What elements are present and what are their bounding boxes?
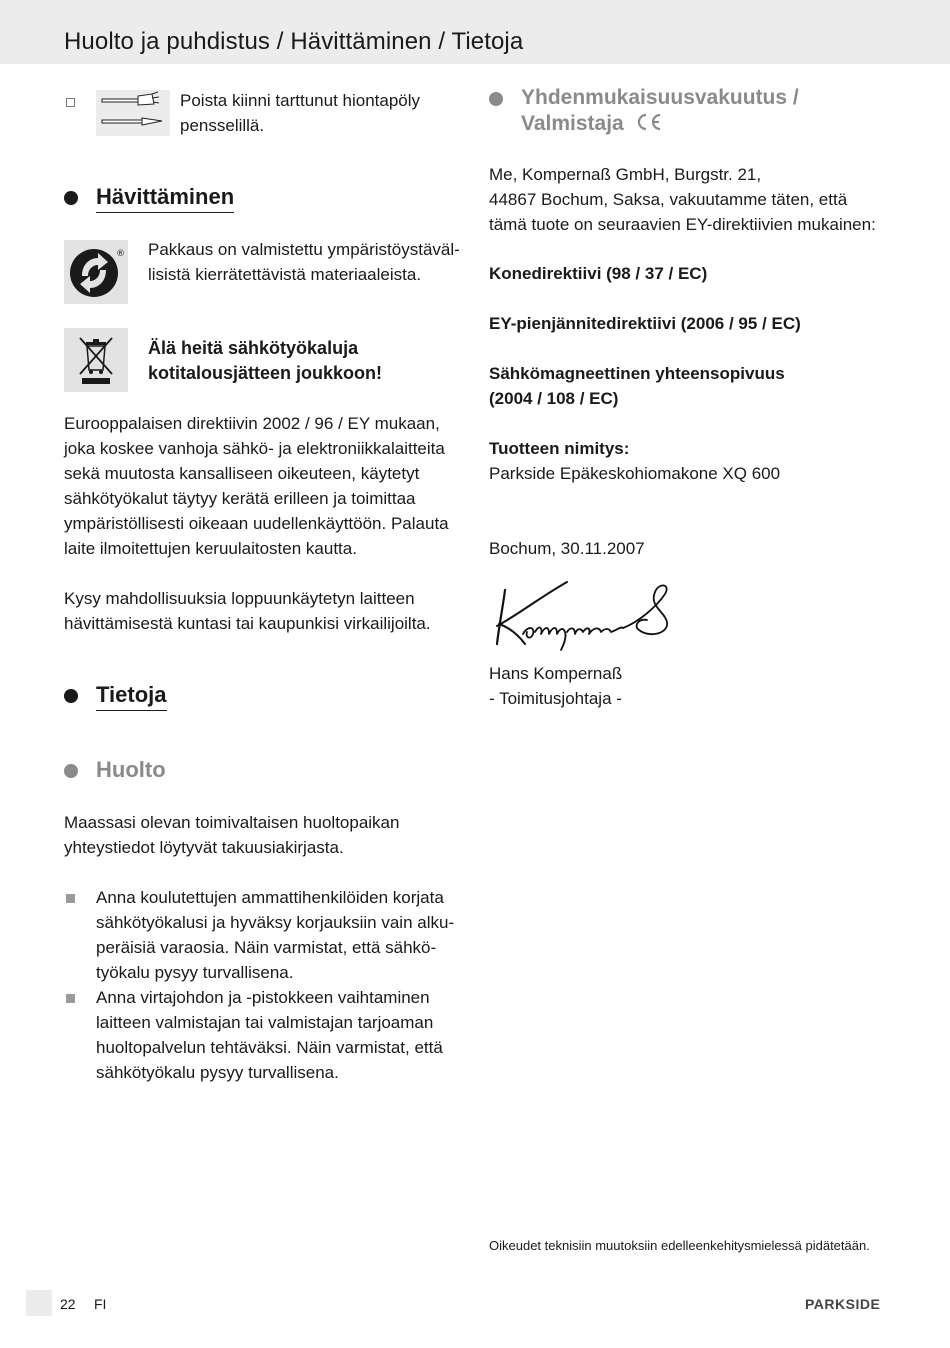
place-date: Bochum, 30.11.2007 bbox=[489, 539, 645, 558]
cleaning-text-line2: pensselillä. bbox=[180, 116, 265, 135]
text-line: Maassasi olevan toimivaltaisen huoltopaikan bbox=[64, 813, 400, 832]
section-title-disposal: Hävittäminen bbox=[96, 184, 234, 213]
section-title-service: Huolto bbox=[96, 757, 166, 782]
language-code: FI bbox=[94, 1296, 107, 1312]
recycle-green-dot-icon bbox=[64, 240, 128, 304]
text-line: sähkötyökalu pysyy turvallisena. bbox=[96, 1063, 339, 1082]
text-line: työkalu pysyy turvallisena. bbox=[96, 963, 294, 982]
page-number: 22 bbox=[60, 1296, 76, 1312]
bullet-dot bbox=[64, 191, 78, 205]
directive-emc-line2: (2004 / 108 / EC) bbox=[489, 389, 619, 408]
green-dot-box bbox=[64, 240, 128, 304]
list-item bbox=[96, 985, 443, 1085]
list-bullet bbox=[66, 894, 75, 903]
disposal-paragraph-1 bbox=[64, 411, 449, 561]
text-line: Kysy mahdollisuuksia loppuunkäytetyn laitteen bbox=[64, 589, 415, 608]
bullet-dot bbox=[64, 764, 78, 778]
page-title: Huolto ja puhdistus / Hävittäminen / Tietoja bbox=[64, 28, 524, 55]
text-line: yhteystiedot löytyvät takuusiakirjasta. bbox=[64, 838, 344, 857]
service-paragraph bbox=[64, 810, 399, 860]
text-line: hävittämisestä kuntasi tai kaupunkisi virkailijoilta. bbox=[64, 614, 431, 633]
product-label: Tuotteen nimitys: bbox=[489, 439, 630, 458]
checkbox-bullet bbox=[66, 98, 75, 107]
list-item bbox=[96, 885, 454, 985]
bullet-dot bbox=[489, 92, 503, 106]
packaging-line2: lisistä kierrätettävistä materiaaleista. bbox=[148, 265, 422, 284]
text-line: huoltopalvelun tehtäväksi. Näin varmistat, että bbox=[96, 1038, 443, 1057]
list-bullet bbox=[66, 994, 75, 1003]
text-line: sähkötyökalut täytyy kerätä erilleen ja toimittaa bbox=[64, 489, 416, 508]
cleaning-text-line1: Poista kiinni tarttunut hiontapöly bbox=[180, 91, 421, 110]
signature bbox=[489, 576, 679, 652]
text-line: sekä muutosta kansalliseen oikeuteen, käytetyt bbox=[64, 464, 420, 483]
text-line: sähkötyökalusi ja hyväksy korjauksiin vain alku- bbox=[96, 913, 455, 932]
text-line: Eurooppalaisen direktiivin 2002 / 96 / EY mukaan, bbox=[64, 414, 440, 433]
page-marker bbox=[26, 1290, 52, 1316]
text-line: Anna koulutettujen ammattihenkilöiden korjata bbox=[96, 888, 444, 907]
conformity-title-line2-wrap bbox=[521, 111, 664, 137]
text-line: 44867 Bochum, Saksa, vakuutamme täten, että bbox=[489, 190, 848, 209]
svg-text:®: ® bbox=[116, 249, 125, 259]
weee-box bbox=[64, 328, 128, 392]
text-line: ympäristöllisesti oikeaan uudellenkäyttöön. Palauta bbox=[64, 514, 449, 533]
text-line: laite ilmoitettujen keruulaitosten kautta. bbox=[64, 539, 357, 558]
crossed-bin-icon bbox=[64, 328, 128, 392]
text-line: tämä tuote on seuraavien EY-direktiivien mukainen: bbox=[489, 215, 876, 234]
conformity-address bbox=[489, 162, 876, 237]
text-line: peräisiä varaosia. Näin varmistat, että sähkö- bbox=[96, 938, 437, 957]
product-name: Parkside Epäkeskohiomakone XQ 600 bbox=[489, 464, 781, 483]
brush-illustration bbox=[96, 90, 170, 136]
directive-low-voltage: EY-pienjännitedirektiivi (2006 / 95 / EC) bbox=[489, 314, 801, 333]
text-line: laitteen valmistajan tai valmistajan tarjoaman bbox=[96, 1013, 434, 1032]
directive-emc-line1: Sähkömagneettinen yhteensopivuus bbox=[489, 364, 785, 383]
section-title-info: Tietoja bbox=[96, 682, 167, 711]
ce-mark-icon bbox=[634, 112, 664, 132]
signature-image bbox=[489, 576, 679, 652]
conformity-title-line2: Valmistaja bbox=[521, 112, 624, 135]
directive-machinery: Konedirektiivi (98 / 37 / EC) bbox=[489, 264, 708, 283]
signer-name: Hans Kompernaß bbox=[489, 664, 623, 683]
text-line: joka koskee vanhoja sähkö- ja elektroniikkalaitteita bbox=[64, 439, 445, 458]
warning-line2: kotitalousjätteen joukkoon! bbox=[148, 363, 383, 383]
text-line: Me, Kompernaß GmbH, Burgstr. 21, bbox=[489, 165, 762, 184]
disclaimer: Oikeudet teknisiin muutoksiin edelleenkehitysmielessä pidätetään. bbox=[489, 1238, 870, 1253]
packaging-line1: Pakkaus on valmistettu ympäristöystäväl- bbox=[148, 240, 460, 259]
conformity-title-line1: Yhdenmukaisuusvakuutus / bbox=[521, 86, 799, 109]
warning-line1: Älä heitä sähkötyökaluja bbox=[148, 338, 359, 358]
brush-icon bbox=[96, 90, 170, 136]
disposal-paragraph-2 bbox=[64, 586, 431, 636]
brand-logo: PARKSIDE bbox=[805, 1296, 881, 1312]
signer-role: - Toimitusjohtaja - bbox=[489, 689, 622, 708]
bullet-dot bbox=[64, 689, 78, 703]
text-line: Anna virtajohdon ja -pistokkeen vaihtaminen bbox=[96, 988, 430, 1007]
